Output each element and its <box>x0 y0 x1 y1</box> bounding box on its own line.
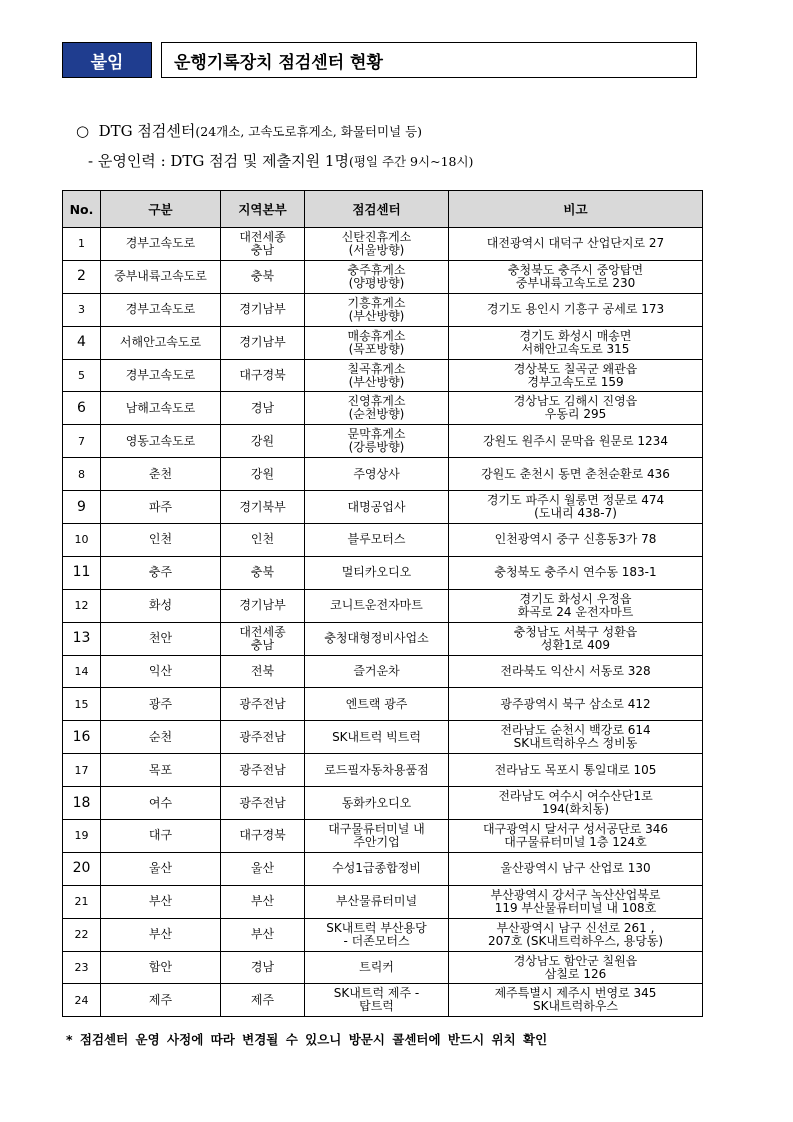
attachment-badge: 붙임 <box>62 42 152 78</box>
table-row <box>63 754 703 787</box>
cell-category: 함안 <box>101 951 221 984</box>
cell-region: 광주전남 <box>221 787 305 820</box>
cell-no: 16 <box>63 721 101 754</box>
cell-note: 강원도 춘천시 동면 춘천순환로 436 <box>449 458 703 491</box>
bullet-detail: (24개소, 고속도로휴게소, 화물터미널 등) <box>195 124 423 139</box>
page-title: 운행기록장치 점검센터 현황 <box>161 42 697 78</box>
table-row <box>63 984 703 1017</box>
cell-no: 7 <box>63 425 101 458</box>
cell-center: 충청대형정비사업소 <box>305 622 449 655</box>
cell-note: 경기도 화성시 매송면 서해안고속도로 315 <box>449 326 703 359</box>
cell-no: 6 <box>63 392 101 425</box>
table-row <box>63 556 703 589</box>
cell-region: 경남 <box>221 951 305 984</box>
header-category: 구분 <box>101 191 221 228</box>
cell-note: 부산광역시 남구 신선로 261 , 207호 (SK내트럭하우스, 용당동) <box>449 918 703 951</box>
cell-note: 울산광역시 남구 산업로 130 <box>449 852 703 885</box>
sub-main: - 운영인력 : DTG 점검 및 제출지원 1명 <box>88 152 349 170</box>
table-row <box>63 392 703 425</box>
cell-no: 12 <box>63 589 101 622</box>
cell-note: 전라남도 여수시 여수산단1로 194(화치동) <box>449 787 703 820</box>
cell-note: 제주특별시 제주시 번영로 345 SK내트럭하우스 <box>449 984 703 1017</box>
table-row <box>63 589 703 622</box>
cell-note: 경기도 용인시 기흥구 공세로 173 <box>449 293 703 326</box>
cell-center: 충주휴게소 (양평방향) <box>305 260 449 293</box>
cell-note: 인천광역시 중구 신흥동3가 78 <box>449 524 703 557</box>
table-row <box>63 228 703 261</box>
cell-category: 춘천 <box>101 458 221 491</box>
cell-category: 대구 <box>101 820 221 853</box>
footnote: * 점검센터 운영 사정에 따라 변경될 수 있으니 방문시 콜센터에 반드시 위치 확인 <box>66 1032 548 1047</box>
cell-category: 울산 <box>101 852 221 885</box>
cell-center: 매송휴게소 (목포방향) <box>305 326 449 359</box>
cell-region: 대구경북 <box>221 359 305 392</box>
cell-category: 남해고속도로 <box>101 392 221 425</box>
cell-note: 대전광역시 대덕구 산업단지로 27 <box>449 228 703 261</box>
cell-center: SK내트럭 제주 - 탑트럭 <box>305 984 449 1017</box>
cell-note: 경상남도 함안군 칠원읍 삼칠로 126 <box>449 951 703 984</box>
cell-category: 천안 <box>101 622 221 655</box>
table-row <box>63 820 703 853</box>
intro-sub <box>88 150 473 171</box>
table-row <box>63 293 703 326</box>
cell-center: 대명공업사 <box>305 491 449 524</box>
cell-region: 강원 <box>221 425 305 458</box>
cell-note: 경상남도 김해시 진영읍 우동리 295 <box>449 392 703 425</box>
cell-category: 제주 <box>101 984 221 1017</box>
cell-category: 화성 <box>101 589 221 622</box>
cell-note: 대구광역시 달서구 성서공단로 346 대구물류터미널 1층 124호 <box>449 820 703 853</box>
table-row <box>63 326 703 359</box>
cell-region: 충북 <box>221 556 305 589</box>
cell-category: 부산 <box>101 885 221 918</box>
cell-no: 1 <box>63 228 101 261</box>
cell-center: 수성1급종합정비 <box>305 852 449 885</box>
cell-note: 전라남도 목포시 통일대로 105 <box>449 754 703 787</box>
cell-center: 신탄진휴게소 (서울방향) <box>305 228 449 261</box>
cell-no: 9 <box>63 491 101 524</box>
cell-region: 울산 <box>221 852 305 885</box>
cell-category: 중부내륙고속도로 <box>101 260 221 293</box>
header-note: 비고 <box>449 191 703 228</box>
cell-category: 영동고속도로 <box>101 425 221 458</box>
cell-center: 멀티카오디오 <box>305 556 449 589</box>
intro-bullet <box>76 120 422 141</box>
table-row <box>63 622 703 655</box>
cell-category: 파주 <box>101 491 221 524</box>
cell-center: 블루모터스 <box>305 524 449 557</box>
cell-no: 8 <box>63 458 101 491</box>
cell-center: 로드필자동차용품점 <box>305 754 449 787</box>
cell-note: 부산광역시 강서구 녹산산업북로 119 부산물류터미널 내 108호 <box>449 885 703 918</box>
table-row <box>63 458 703 491</box>
cell-note: 경기도 파주시 월롱면 정문로 474 (도내리 438-7) <box>449 491 703 524</box>
sub-detail: (평일 주간 9시~18시) <box>348 154 474 169</box>
table-row <box>63 951 703 984</box>
cell-note: 강원도 원주시 문막읍 원문로 1234 <box>449 425 703 458</box>
cell-no: 13 <box>63 622 101 655</box>
cell-region: 광주전남 <box>221 754 305 787</box>
cell-note: 경상북도 칠곡군 왜관읍 경부고속도로 159 <box>449 359 703 392</box>
cell-category: 충주 <box>101 556 221 589</box>
cell-category: 여수 <box>101 787 221 820</box>
cell-center: 진영휴게소 (순천방향) <box>305 392 449 425</box>
cell-category: 경부고속도로 <box>101 359 221 392</box>
cell-no: 4 <box>63 326 101 359</box>
cell-no: 17 <box>63 754 101 787</box>
cell-note: 전라북도 익산시 서동로 328 <box>449 655 703 688</box>
cell-center: SK내트럭 부산용당 - 더존모터스 <box>305 918 449 951</box>
cell-no: 10 <box>63 524 101 557</box>
table-row <box>63 260 703 293</box>
cell-note: 충청남도 서북구 성환읍 성환1로 409 <box>449 622 703 655</box>
table-row <box>63 688 703 721</box>
cell-center: 칠곡휴게소 (부산방향) <box>305 359 449 392</box>
table-row <box>63 524 703 557</box>
cell-category: 경부고속도로 <box>101 228 221 261</box>
cell-region: 대구경북 <box>221 820 305 853</box>
table-header-row <box>63 191 703 228</box>
cell-center: SK내트럭 빅트럭 <box>305 721 449 754</box>
cell-region: 대전세종 충남 <box>221 622 305 655</box>
table-body <box>63 228 703 1017</box>
table-row <box>63 491 703 524</box>
cell-region: 전북 <box>221 655 305 688</box>
header-region: 지역본부 <box>221 191 305 228</box>
cell-no: 21 <box>63 885 101 918</box>
cell-center: 대구물류터미널 내 주안기업 <box>305 820 449 853</box>
cell-no: 20 <box>63 852 101 885</box>
cell-region: 충북 <box>221 260 305 293</box>
cell-category: 익산 <box>101 655 221 688</box>
table-row <box>63 425 703 458</box>
cell-no: 19 <box>63 820 101 853</box>
cell-no: 18 <box>63 787 101 820</box>
cell-region: 부산 <box>221 885 305 918</box>
cell-region: 부산 <box>221 918 305 951</box>
cell-category: 인천 <box>101 524 221 557</box>
bullet-main: DTG 점검센터 <box>98 122 196 140</box>
cell-no: 23 <box>63 951 101 984</box>
cell-region: 경남 <box>221 392 305 425</box>
bullet-symbol: ○ <box>76 122 90 140</box>
center-table <box>62 190 703 1017</box>
table-row <box>63 787 703 820</box>
cell-region: 광주전남 <box>221 688 305 721</box>
cell-no: 14 <box>63 655 101 688</box>
table-row <box>63 918 703 951</box>
page-header <box>62 42 697 78</box>
header-center: 점검센터 <box>305 191 449 228</box>
table-row <box>63 721 703 754</box>
cell-center: 코니트운전자마트 <box>305 589 449 622</box>
cell-center: 부산물류터미널 <box>305 885 449 918</box>
cell-center: 문막휴게소 (강릉방향) <box>305 425 449 458</box>
cell-region: 경기남부 <box>221 326 305 359</box>
cell-no: 24 <box>63 984 101 1017</box>
cell-note: 전라남도 순천시 백강로 614 SK내트럭하우스 정비동 <box>449 721 703 754</box>
cell-no: 11 <box>63 556 101 589</box>
cell-no: 22 <box>63 918 101 951</box>
cell-note: 충청북도 충주시 연수동 183-1 <box>449 556 703 589</box>
cell-center: 즐거운차 <box>305 655 449 688</box>
cell-category: 서해안고속도로 <box>101 326 221 359</box>
table-row <box>63 885 703 918</box>
cell-no: 3 <box>63 293 101 326</box>
cell-note: 광주광역시 북구 삼소로 412 <box>449 688 703 721</box>
cell-region: 광주전남 <box>221 721 305 754</box>
cell-center: 동화카오디오 <box>305 787 449 820</box>
cell-category: 광주 <box>101 688 221 721</box>
cell-no: 5 <box>63 359 101 392</box>
cell-center: 주영상사 <box>305 458 449 491</box>
table-row <box>63 359 703 392</box>
table-row <box>63 852 703 885</box>
cell-category: 경부고속도로 <box>101 293 221 326</box>
cell-no: 15 <box>63 688 101 721</box>
cell-category: 순천 <box>101 721 221 754</box>
cell-region: 경기남부 <box>221 293 305 326</box>
cell-region: 대전세종 충남 <box>221 228 305 261</box>
table-row <box>63 655 703 688</box>
cell-region: 경기남부 <box>221 589 305 622</box>
cell-center: 엔트랙 광주 <box>305 688 449 721</box>
cell-category: 목포 <box>101 754 221 787</box>
cell-note: 경기도 화성시 우정읍 화곡로 24 운전자마트 <box>449 589 703 622</box>
cell-region: 제주 <box>221 984 305 1017</box>
cell-region: 강원 <box>221 458 305 491</box>
cell-category: 부산 <box>101 918 221 951</box>
cell-region: 경기북부 <box>221 491 305 524</box>
cell-region: 인천 <box>221 524 305 557</box>
header-no: No. <box>63 191 101 228</box>
cell-no: 2 <box>63 260 101 293</box>
cell-note: 충청북도 충주시 중앙탑면 중부내륙고속도로 230 <box>449 260 703 293</box>
cell-center: 기흥휴게소 (부산방향) <box>305 293 449 326</box>
cell-center: 트릭커 <box>305 951 449 984</box>
